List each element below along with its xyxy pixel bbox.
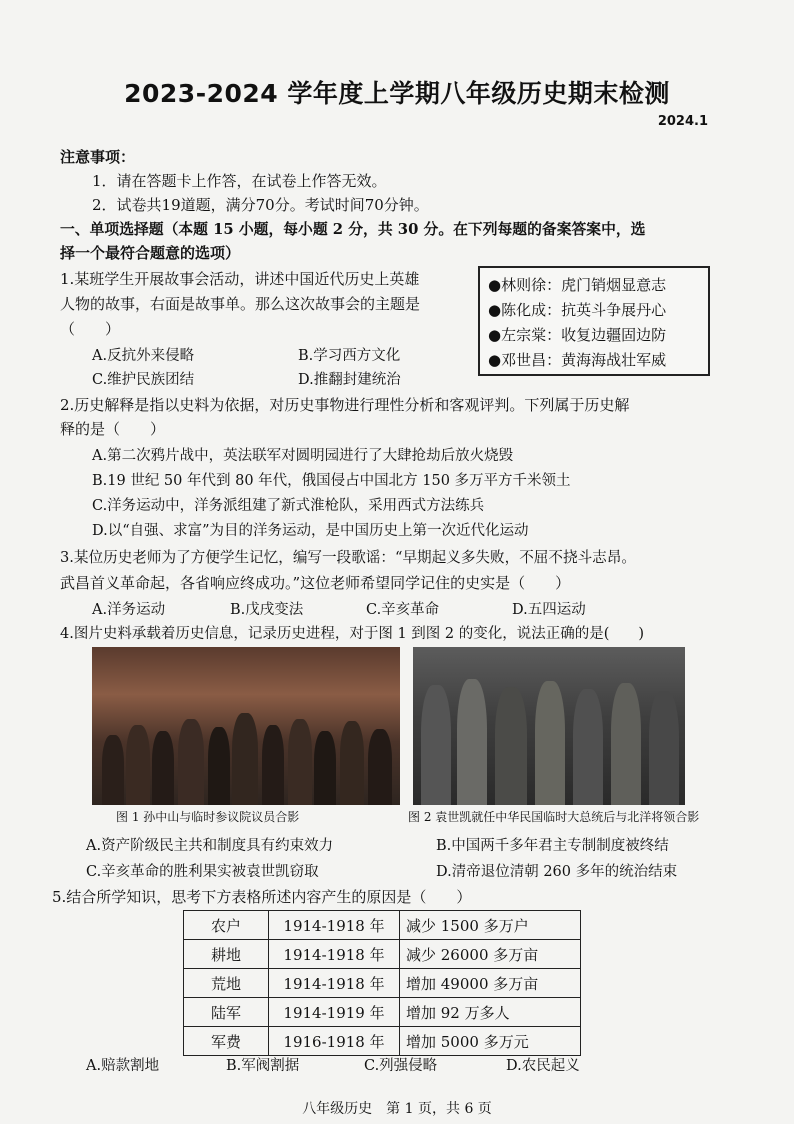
photo1-caption: 图 1 孙中山与临时参议院议员合影 [116, 810, 300, 824]
table-cell: 1916-1918 年 [269, 1027, 400, 1056]
notice-item-2: 2．试卷共19道题，满分70分。考试时间70分钟。 [92, 196, 429, 214]
table-row [184, 940, 581, 969]
q2-option-b: B.19 世纪 50 年代到 80 年代，俄国侵占中国北方 150 多万平方千米领土 [92, 473, 571, 489]
q2-option-a: A.第二次鸦片战中，英法联军对圆明园进行了大肆抢劫后放火烧毁 [92, 448, 514, 464]
q5-data-table [183, 910, 581, 1056]
notice-item-1: 1．请在答题卡上作答，在试卷上作答无效。 [92, 172, 387, 190]
q4-option-c: C.辛亥革命的胜利果实被袁世凯窃取 [86, 864, 319, 880]
q3-option-d: D.五四运动 [512, 602, 586, 618]
q5-option-b: B.军阀割据 [226, 1058, 300, 1074]
q3-option-b: B.戊戌变法 [230, 602, 304, 618]
story-item-1: ●林则徐：虎门销烟显意志 [488, 276, 667, 294]
table-cell: 增加 92 万多人 [400, 998, 581, 1027]
table-row [184, 969, 581, 998]
q1-stem-line1: 1.某班学生开展故事会活动，讲述中国近代历史上英雄 [60, 270, 420, 288]
table-cell: 增加 49000 多万亩 [400, 969, 581, 998]
q1-option-b: B.学习西方文化 [298, 348, 401, 364]
notice-heading: 注意事项： [60, 148, 136, 166]
table-cell: 增加 5000 多万元 [400, 1027, 581, 1056]
table-cell: 1914-1918 年 [269, 911, 400, 940]
q1-option-c: C.维护民族团结 [92, 372, 195, 388]
table-row [184, 1027, 581, 1056]
q5-stem: 5.结合所学知识，思考下方表格所述内容产生的原因是（ ） [52, 888, 472, 906]
q1-stem-line2: 人物的故事，右面是故事单。那么这次故事会的主题是 [60, 295, 421, 313]
table-cell: 耕地 [184, 940, 269, 969]
table-cell: 1914-1919 年 [269, 998, 400, 1027]
q2-option-c: C.洋务运动中，洋务派组建了新式淮枪队，采用西式方法练兵 [92, 498, 485, 514]
q2-stem-line1: 2.历史解释是指以史料为依据，对历史事物进行理性分析和客观评判。下列属于历史解 [60, 396, 630, 414]
exam-title: 2023-2024 学年度上学期八年级历史期末检测 [124, 79, 670, 108]
photo2-caption: 图 2 袁世凯就任中华民国临时大总统后与北洋将领合影 [408, 810, 700, 824]
table-cell: 农户 [184, 911, 269, 940]
table-cell: 荒地 [184, 969, 269, 998]
q1-option-d: D.推翻封建统治 [298, 372, 401, 388]
q3-option-c: C.辛亥革命 [366, 602, 440, 618]
table-cell: 减少 26000 多万亩 [400, 940, 581, 969]
photo-sun-yatsen-group [92, 647, 400, 805]
q4-option-a: A.资产阶级民主共和制度具有约束效力 [86, 838, 334, 854]
q3-stem-line2: 武昌首义革命起，各省响应终成功。”这位老师希望同学记住的史实是（ ） [60, 574, 571, 592]
q2-option-d: D.以“自强、求富”为目的洋务运动，是中国历史上第一次近代化运动 [92, 523, 529, 539]
story-item-2: ●陈化成：抗英斗争展丹心 [488, 301, 667, 319]
table-cell: 减少 1500 多万户 [400, 911, 581, 940]
q5-option-d: D.农民起义 [506, 1058, 580, 1074]
story-item-4: ●邓世昌：黄海海战壮军威 [488, 351, 667, 369]
story-list-box [478, 266, 710, 376]
section1-heading-line2: 择一个最符合题意的选项） [60, 244, 241, 262]
q4-option-d: D.清帝退位清朝 260 多年的统治结束 [436, 864, 678, 880]
section1-heading-line1: 一、单项选择题（本题 15 小题，每小题 2 分，共 30 分。在下列每题的备案答案中，选 [60, 221, 646, 238]
q3-option-a: A.洋务运动 [92, 602, 166, 618]
q2-stem-line2: 释的是（ ） [60, 420, 166, 438]
table-cell: 军费 [184, 1027, 269, 1056]
table-cell: 1914-1918 年 [269, 940, 400, 969]
q1-option-a: A.反抗外来侵略 [92, 348, 195, 364]
story-item-3: ●左宗棠：收复边疆固边防 [488, 326, 667, 344]
exam-date: 2024.1 [657, 114, 708, 129]
q3-stem-line1: 3.某位历史老师为了方便学生记忆，编写一段歌谣：“早期起义多失败，不屈不挠斗志昂。 [60, 549, 636, 566]
table-cell: 陆军 [184, 998, 269, 1027]
table-cell: 1914-1918 年 [269, 969, 400, 998]
table-row [184, 911, 581, 940]
table-row [184, 998, 581, 1027]
photo-yuan-shikai-generals [413, 647, 685, 805]
q5-option-a: A.赔款割地 [86, 1058, 160, 1074]
q5-option-c: C.列强侵略 [364, 1058, 438, 1074]
q4-stem: 4.图片史料承载着历史信息，记录历史进程，对于图 1 到图 2 的变化，说法正确的是( ) [60, 626, 645, 642]
q4-option-b: B.中国两千多年君主专制制度被终结 [436, 838, 669, 854]
q1-stem-line3: （ ） [60, 320, 121, 338]
page-footer: 八年级历史 第 1 页，共 6 页 [302, 1101, 492, 1117]
